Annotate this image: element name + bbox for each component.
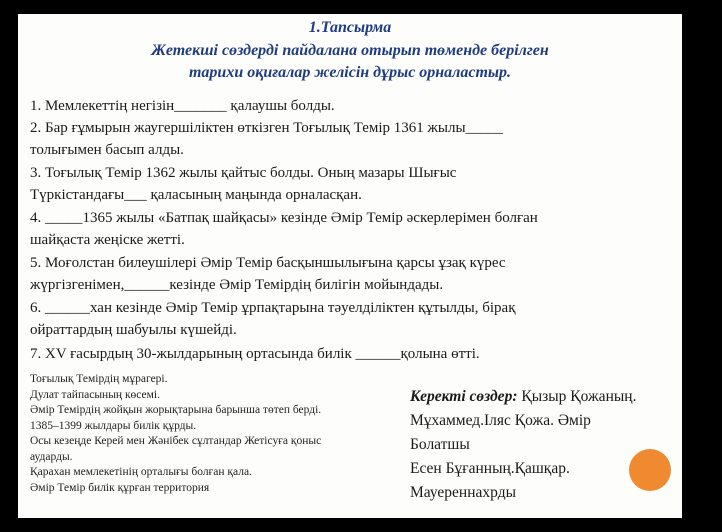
task-title: 1.Тапсырма bbox=[308, 19, 392, 36]
keyword-text: Қызыр Қожаның. bbox=[517, 388, 637, 405]
task-line: 3. Тоғылық Темір 1362 жылы қайтыс болды. Оның мазары Шығыс bbox=[30, 165, 457, 181]
instruction-line-2: тарихи оқиғалар желісін дұрыс орналастыр. bbox=[188, 64, 512, 81]
keywords-line bbox=[410, 385, 680, 409]
task-line: 7. XV ғасырдың 30-жылдарының ортасында билік ______қолына өтті. bbox=[30, 346, 480, 362]
task-line: шайқаста жеңіске жетті. bbox=[30, 232, 185, 248]
hint-item: Әмір Темірдің жойқын жорықтарына барынша төтеп берді. bbox=[30, 404, 322, 416]
keywords-line: Болатшы bbox=[410, 436, 470, 453]
orange-circle-marker bbox=[629, 449, 671, 491]
task-line: 2. Бар ғұмырын жаугершіліктен өткізген Тоғылық Темір 1361 жылы_____ bbox=[30, 120, 504, 136]
task-line: 4. _____1365 жылы «Батпақ шайқасы» кезінде Әмір Темір әскерлерімен болған bbox=[30, 210, 538, 226]
keywords-line: Мауереннахрды bbox=[410, 484, 516, 501]
task-line: 1. Мемлекеттің негізін_______ қалаушы болды. bbox=[30, 98, 335, 114]
task-line: ойраттардың шабуылы күшейді. bbox=[30, 322, 237, 338]
hints-list bbox=[30, 372, 408, 496]
hint-item: Қарахан мемлекетінің орталығы болған қала. bbox=[30, 466, 252, 478]
task-line: Түркістандағы___ қаласының маңында орналасқан. bbox=[30, 187, 362, 203]
task-line: толығымен басып алды. bbox=[30, 142, 184, 158]
task-line: 6. ______хан кезінде Әмір Темір ұрпақтарына тәуелділіктен құтылды, бірақ bbox=[30, 300, 516, 316]
keywords-line: Есен Бұғанның.Қашқар. bbox=[410, 460, 570, 477]
worksheet-page bbox=[18, 14, 682, 518]
instruction-line-1: Жетекші сөздерді пайдалана отырып төменде берілген bbox=[151, 42, 549, 59]
keywords-label: Керекті сөздер: bbox=[410, 388, 518, 405]
hint-item: Әмір Темір билік құрған территория bbox=[30, 481, 210, 494]
keywords-line: Мұхаммед.Іляс Қожа. Әмір bbox=[410, 412, 591, 429]
hint-item: Тоғылық Темірдің мұрагері. bbox=[30, 373, 168, 385]
task-line: 5. Моғолстан билеушілері Әмір Темір басқыншылығына қарсы ұзақ күрес bbox=[30, 255, 506, 271]
hint-item: 1385–1399 жылдары билік құрды. bbox=[30, 419, 197, 432]
hint-item: Дулат тайпасының көсемі. bbox=[30, 388, 160, 401]
hint-item: Осы кезеңде Керей мен Жәнібек сұлтандар Жетісуға қоныс bbox=[30, 435, 322, 447]
task-line: жүргізгенімен,______кезінде Әмір Темірдің билігін мойындады. bbox=[30, 277, 444, 293]
hint-item: аударды. bbox=[30, 450, 73, 463]
